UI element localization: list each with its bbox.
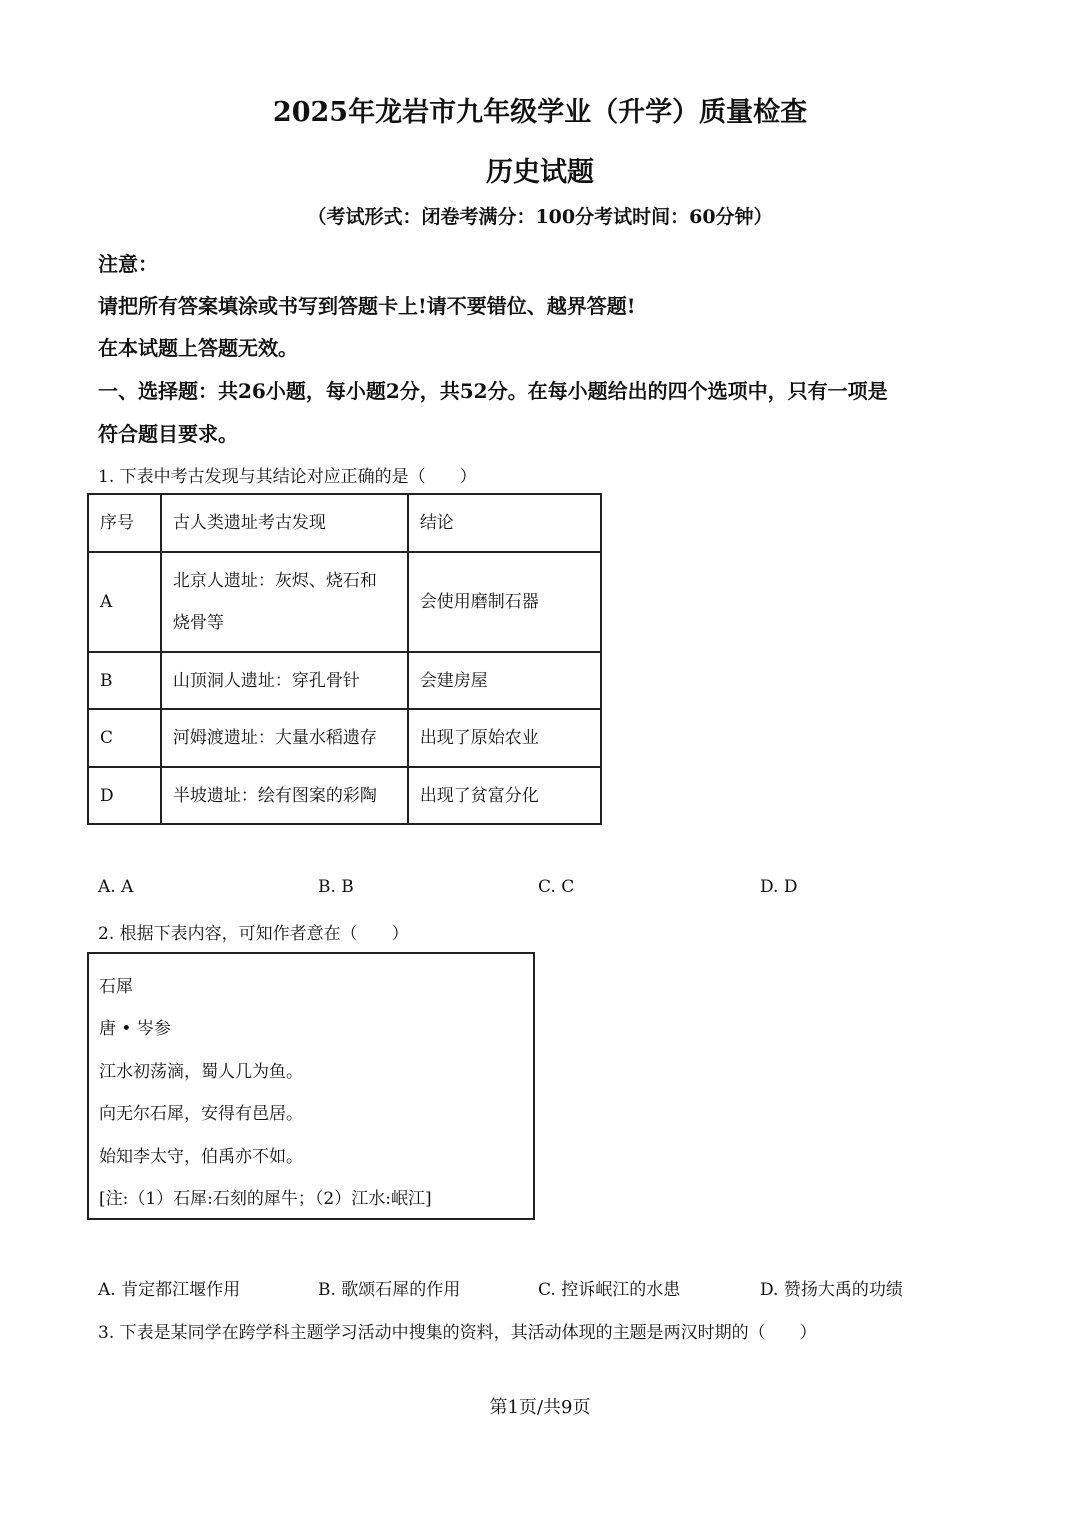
section-1-instructions-line-1: 一、选择题：共26小题，每小题2分，共52分。在每小题给出的四个选项中，只有一项是 xyxy=(98,379,888,403)
poem-line: 向无尔石犀，安得有邑居。 xyxy=(99,1104,303,1124)
row-discovery-line-1: 北京人遗址：灰烬、烧石和 xyxy=(172,571,377,591)
table-header-cell: 序号 xyxy=(88,494,161,552)
notes-heading: 注意： xyxy=(98,252,158,276)
table-header-cell: 古人类遗址考古发现 xyxy=(161,494,408,552)
row-discovery: 半坡遗址：绘有图案的彩陶 xyxy=(161,767,408,824)
q2-option-d: D. 赞扬大禹的功绩 xyxy=(760,1280,903,1300)
row-conclusion: 会使用磨制石器 xyxy=(408,552,601,652)
row-id: A xyxy=(88,552,161,652)
row-discovery xyxy=(161,552,408,652)
poem-line: 江水初荡滴，蜀人几为鱼。 xyxy=(99,1062,303,1082)
question-3-stem: 3. 下表是某同学在跨学科主题学习活动中搜集的资料，其活动体现的主题是两汉时期的（ ） xyxy=(98,1323,817,1343)
table-header-cell: 结论 xyxy=(408,494,601,552)
q2-option-a: A. 肯定都江堰作用 xyxy=(98,1280,241,1300)
row-id: C xyxy=(88,709,161,767)
poem-title: 石犀 xyxy=(99,977,133,997)
row-id: B xyxy=(88,652,161,709)
section-1-instructions-line-2: 符合题目要求。 xyxy=(98,422,238,446)
row-conclusion: 出现了贫富分化 xyxy=(408,767,601,824)
table-row xyxy=(88,652,601,709)
poem-author: 唐 • 岑参 xyxy=(99,1019,171,1039)
row-conclusion: 会建房屋 xyxy=(408,652,601,709)
table-row xyxy=(88,552,601,652)
row-discovery: 河姆渡遗址：大量水稻遗存 xyxy=(161,709,408,767)
question-1-table xyxy=(87,493,602,825)
notes-line-2: 在本试题上答题无效。 xyxy=(98,336,298,360)
exam-subject: 历史试题 xyxy=(486,157,594,188)
q1-option-d: D. D xyxy=(760,877,798,897)
table-row xyxy=(88,709,601,767)
exam-title: 2025年龙岩市九年级学业（升学）质量检查 xyxy=(272,97,808,128)
q1-option-c: C. C xyxy=(538,877,575,897)
q1-option-a: A. A xyxy=(98,877,134,897)
row-id: D xyxy=(88,767,161,824)
row-discovery: 山顶洞人遗址：穿孔骨针 xyxy=(161,652,408,709)
poem-line: 始知李太守，伯禹亦不如。 xyxy=(99,1147,303,1167)
question-1-stem: 1. 下表中考古发现与其结论对应正确的是（ ） xyxy=(98,467,477,487)
row-conclusion: 出现了原始农业 xyxy=(408,709,601,767)
q2-option-c: C. 控诉岷江的水患 xyxy=(538,1280,681,1300)
exam-info: （考试形式：闭卷考满分：100分考试时间：60分钟） xyxy=(307,206,773,228)
table-header-row xyxy=(88,494,601,552)
poem-note: [注:（1）石犀:石刻的犀牛；（2）江水:岷江] xyxy=(99,1189,432,1209)
question-2-stem: 2. 根据下表内容，可知作者意在（ ） xyxy=(98,924,409,944)
notes-line-1: 请把所有答案填涂或书写到答题卡上!请不要错位、越界答题! xyxy=(98,294,636,318)
row-discovery-line-2: 烧骨等 xyxy=(172,613,224,633)
table-row xyxy=(88,767,601,824)
page-number: 第1页/共9页 xyxy=(489,1397,591,1418)
q1-option-b: B. B xyxy=(318,877,354,897)
poem-box xyxy=(87,952,535,1220)
q2-option-b: B. 歌颂石犀的作用 xyxy=(318,1280,461,1300)
